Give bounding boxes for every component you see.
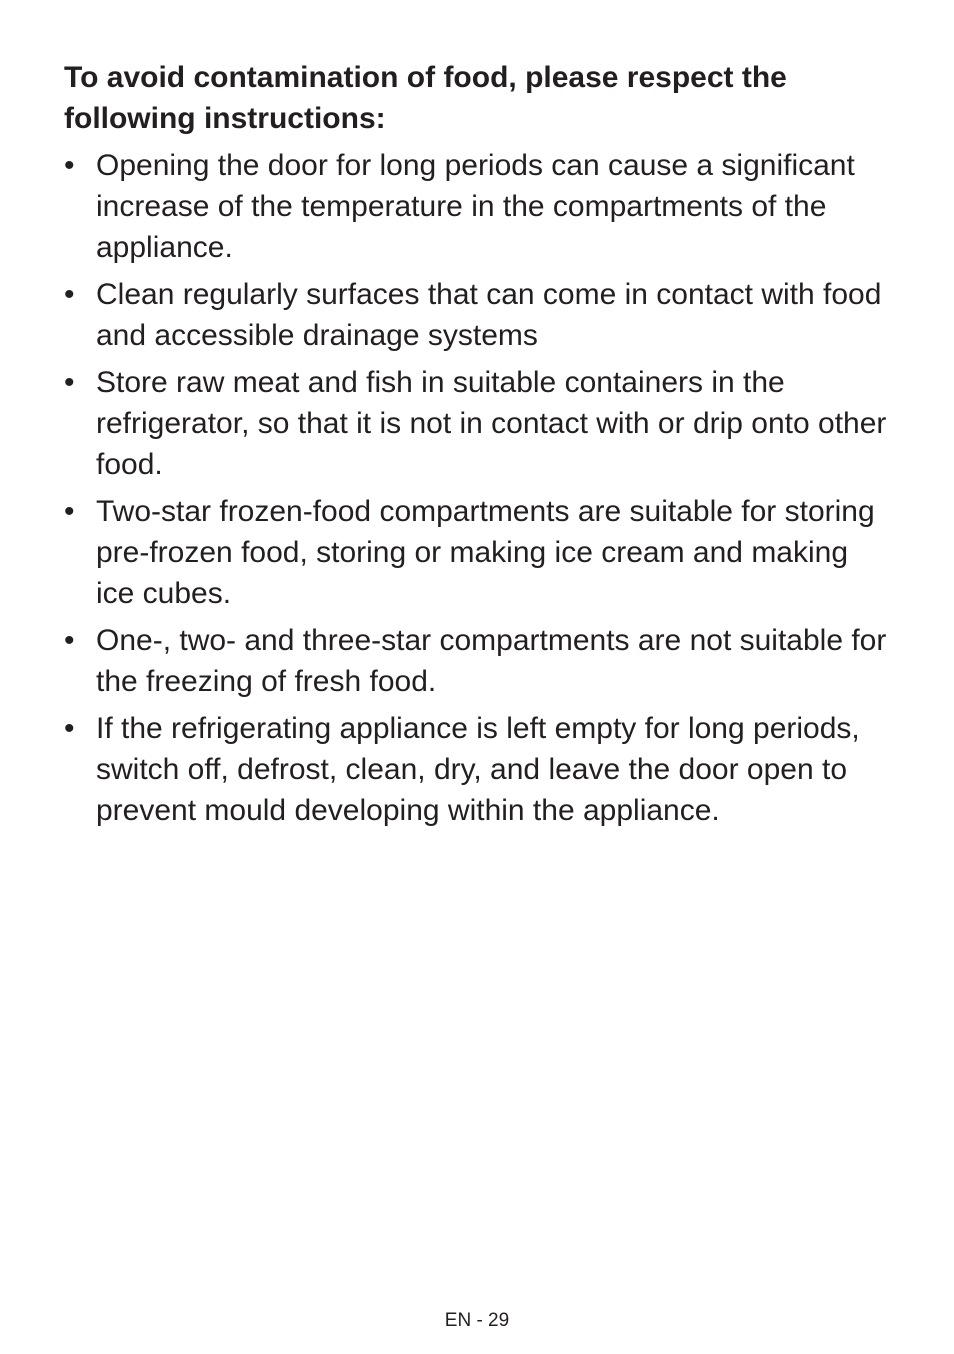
bullet-icon: • <box>64 278 75 311</box>
bullet-icon: • <box>64 149 75 182</box>
bullet-icon: • <box>64 366 75 399</box>
bullet-icon: • <box>64 712 75 745</box>
list-item-text: Store raw meat and fish in suitable containers in the refrigerator, so that it is not in contact with or drip onto other food. <box>96 366 887 481</box>
list-item <box>64 491 894 614</box>
list-item <box>64 274 894 356</box>
list-item-text: Two-star frozen-food compartments are suitable for storing pre-frozen food, storing or making ice cream and making ice cubes. <box>96 495 875 610</box>
section-heading: To avoid contamination of food, please respect the following instructions: <box>64 61 787 135</box>
list-item <box>64 620 894 702</box>
list-item-text: Clean regularly surfaces that can come in contact with food and accessible drainage systems <box>96 278 882 352</box>
list-item <box>64 362 894 485</box>
bullet-icon: • <box>64 624 75 657</box>
instruction-list <box>64 145 894 837</box>
list-item <box>64 708 894 831</box>
bullet-icon: • <box>64 495 75 528</box>
list-item <box>64 145 894 268</box>
list-item-text: Opening the door for long periods can cause a significant increase of the temperature in the compartments of the appliance. <box>96 149 855 264</box>
page-number: EN - 29 <box>444 1310 510 1331</box>
list-item-text: If the refrigerating appliance is left empty for long periods, switch off, defrost, clean, dry, and leave the door open to prevent mould developing within the appliance. <box>96 712 860 827</box>
list-item-text: One-, two- and three-star compartments are not suitable for the freezing of fresh food. <box>96 624 887 698</box>
